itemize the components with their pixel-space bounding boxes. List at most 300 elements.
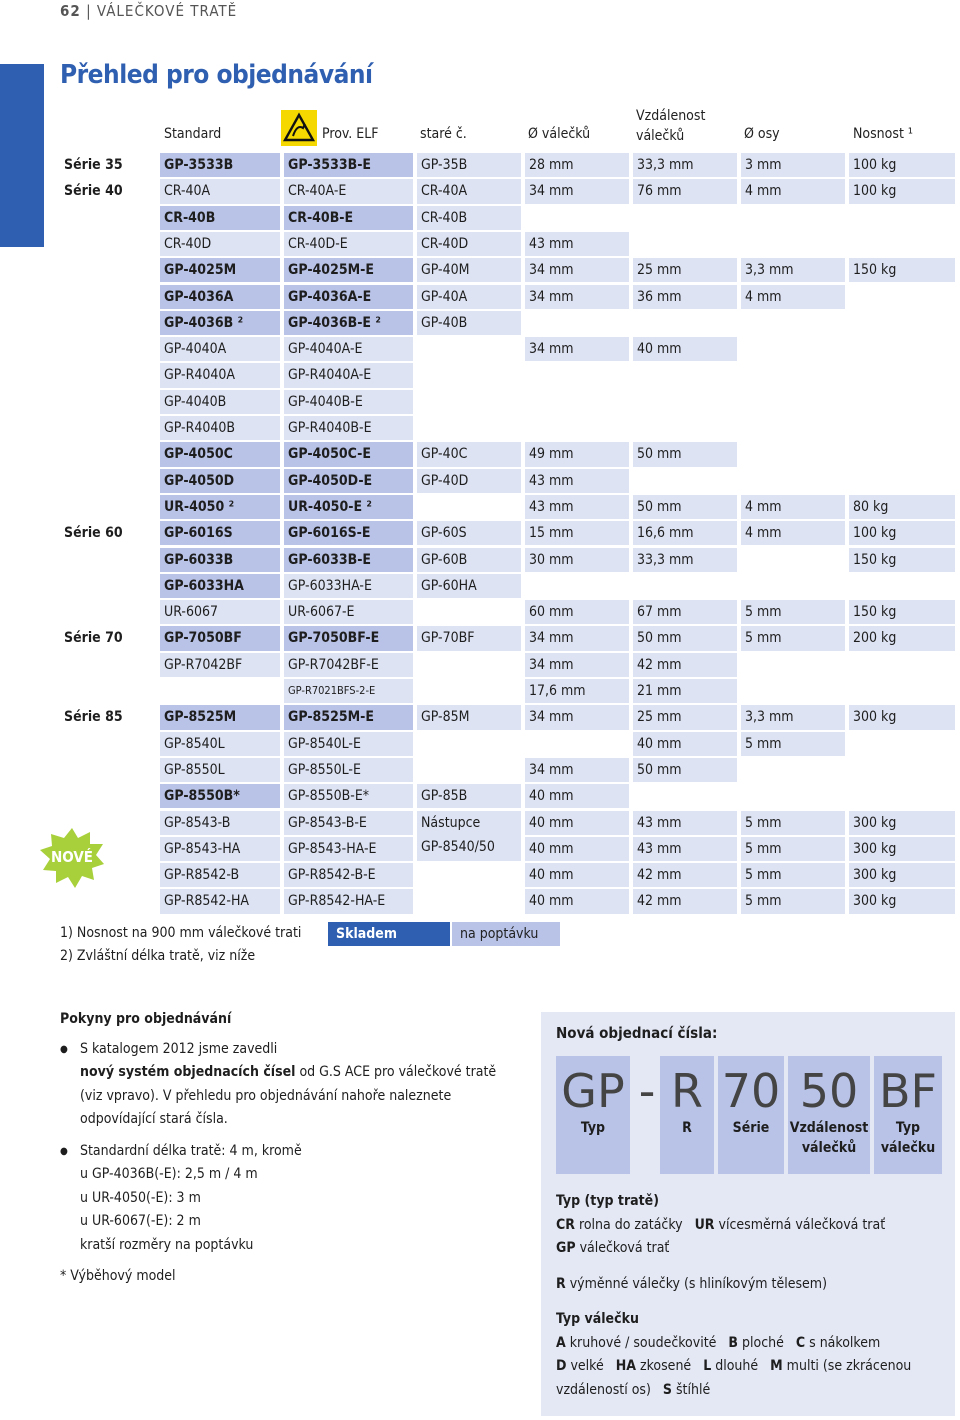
table-cell: 43 mm bbox=[633, 811, 737, 835]
table-cell: 4 mm bbox=[741, 495, 845, 519]
table-cell: UR-6067-E bbox=[284, 600, 413, 624]
series-label: Série 35 bbox=[64, 157, 123, 173]
table-cell bbox=[417, 679, 521, 703]
table-cell: 43 mm bbox=[633, 837, 737, 861]
table-cell: 43 mm bbox=[525, 495, 629, 519]
table-cell: 33,3 mm bbox=[633, 153, 737, 177]
table-row bbox=[60, 888, 955, 914]
table-cell: 50 mm bbox=[633, 626, 737, 650]
table-row bbox=[60, 494, 955, 520]
table-cell: GP-6016S bbox=[160, 521, 280, 545]
table-cell: GP-R8542-HA-E bbox=[284, 889, 413, 913]
table-cell: GP-4036A-E bbox=[284, 285, 413, 309]
table-cell bbox=[160, 679, 280, 703]
table-cell bbox=[633, 390, 737, 414]
table-row bbox=[60, 599, 955, 625]
series-label bbox=[60, 442, 156, 466]
table-cell bbox=[417, 758, 521, 782]
table-cell: 42 mm bbox=[633, 863, 737, 887]
table-cell: 34 mm bbox=[525, 758, 629, 782]
table-cell: 150 kg bbox=[849, 548, 955, 572]
table-cell bbox=[633, 363, 737, 387]
page-title: Přehled pro objednávání bbox=[60, 60, 373, 90]
bullet-2-line: ● Standardní délka tratě: 4 m, kromě bbox=[80, 1142, 302, 1159]
table-cell: 36 mm bbox=[633, 285, 737, 309]
table-cell: 5 mm bbox=[741, 837, 845, 861]
table-row bbox=[60, 468, 955, 494]
table-cell bbox=[417, 337, 521, 361]
table-cell: 40 mm bbox=[525, 837, 629, 861]
table-cell: GP-3533B bbox=[160, 153, 280, 177]
table-cell bbox=[633, 574, 737, 598]
value: kruhové / soudečkovité bbox=[565, 1334, 717, 1351]
table-row bbox=[60, 257, 955, 283]
code-caption: Vzdálenost válečků bbox=[789, 1120, 869, 1156]
table-cell: GP-40M bbox=[417, 258, 521, 282]
table-cell: 16,6 mm bbox=[633, 521, 737, 545]
accent-bar bbox=[0, 64, 44, 247]
table-cell: GP-85B bbox=[417, 784, 521, 808]
legend-request: na poptávku bbox=[452, 922, 560, 946]
series-label: Série 85 bbox=[64, 709, 123, 726]
table-cell: 76 mm bbox=[633, 179, 737, 203]
series-label bbox=[60, 232, 156, 256]
table-cell: GP-R4040B bbox=[160, 416, 280, 440]
code-box-series bbox=[718, 1056, 784, 1174]
table-cell: CR-40B-E bbox=[284, 206, 413, 230]
table-cell: CR-40D bbox=[417, 232, 521, 256]
table-cell: 34 mm bbox=[525, 337, 629, 361]
table-cell: GP-8550L-E bbox=[284, 758, 413, 782]
table-cell: 34 mm bbox=[525, 705, 629, 729]
series-label bbox=[60, 574, 156, 598]
table-cell: GP-R4040A bbox=[160, 363, 280, 387]
table-cell: GP-4025M-E bbox=[284, 258, 413, 282]
table-cell: CR-40D-E bbox=[284, 232, 413, 256]
table-cell: 40 mm bbox=[525, 863, 629, 887]
table-cell: 34 mm bbox=[525, 258, 629, 282]
table-cell bbox=[525, 363, 629, 387]
table-cell bbox=[525, 732, 629, 756]
r-line bbox=[556, 1273, 946, 1297]
table-cell bbox=[849, 390, 955, 414]
table-cell bbox=[417, 600, 521, 624]
table-cell: GP-8543-HA-E bbox=[284, 837, 413, 861]
table-cell: GP-35B bbox=[417, 153, 521, 177]
instruction-bullet-2 bbox=[60, 1140, 520, 1258]
code-box-roller bbox=[874, 1056, 942, 1174]
table-cell: GP-4040B bbox=[160, 390, 280, 414]
table-row bbox=[60, 678, 955, 704]
table-cell: 100 kg bbox=[849, 179, 955, 203]
table-cell-line: GP-8540/50 bbox=[421, 838, 495, 855]
table-cell: 49 mm bbox=[525, 442, 629, 466]
table-cell bbox=[849, 363, 955, 387]
table-row bbox=[60, 152, 955, 178]
bullet-2-line: u UR-4050(-E): 3 m bbox=[80, 1189, 201, 1206]
key: GP bbox=[556, 1240, 576, 1256]
code-caption: Typ válečku bbox=[880, 1120, 936, 1156]
header-capacity: Nosnost ¹ bbox=[853, 126, 913, 142]
table-row bbox=[60, 652, 955, 678]
table-cell: 50 mm bbox=[633, 758, 737, 782]
code-caption: R bbox=[682, 1120, 692, 1136]
table-cell: GP-7050BF-E bbox=[284, 626, 413, 650]
table-cell bbox=[849, 758, 955, 782]
table-cell: GP-8550B-E* bbox=[284, 784, 413, 808]
code-roller: BF bbox=[878, 1064, 938, 1118]
table-row bbox=[60, 731, 955, 757]
table-cell bbox=[417, 732, 521, 756]
bullet-2-line: kratší rozměry na poptávku bbox=[80, 1236, 254, 1253]
table-cell bbox=[741, 311, 845, 335]
table-cell: 34 mm bbox=[525, 626, 629, 650]
value: zkosené bbox=[636, 1358, 692, 1374]
table-row bbox=[60, 336, 955, 362]
table-cell: GP-6016S-E bbox=[284, 521, 413, 545]
table-cell: GP-4040B-E bbox=[284, 390, 413, 414]
table-cell: GP-8525M-E bbox=[284, 705, 413, 729]
table-cell bbox=[741, 653, 845, 677]
code-caption: Série bbox=[732, 1120, 770, 1136]
table-cell: GP-7050BF bbox=[160, 626, 280, 650]
table-cell: 43 mm bbox=[525, 469, 629, 493]
key: R bbox=[556, 1275, 566, 1292]
section-title: VÁLEČKOVÉ TRATĚ bbox=[96, 2, 238, 20]
table-cell: GP-8525M bbox=[160, 705, 280, 729]
series-label bbox=[60, 548, 156, 572]
table-cell: 25 mm bbox=[633, 258, 737, 282]
table-cell: GP-40C bbox=[417, 442, 521, 466]
footnote-1: 1) Nosnost na 900 mm válečkové trati bbox=[60, 925, 302, 941]
page-header bbox=[60, 0, 237, 20]
legend-stock: Skladem bbox=[328, 922, 450, 946]
table-cell: CR-40A bbox=[160, 179, 280, 203]
table-cell bbox=[741, 784, 845, 808]
table-cell bbox=[741, 390, 845, 414]
table-row bbox=[60, 178, 955, 204]
table-cell: GP-4036B-E ² bbox=[284, 311, 413, 335]
table-row bbox=[60, 704, 955, 730]
table-cell: 5 mm bbox=[741, 626, 845, 650]
table-cell bbox=[741, 469, 845, 493]
table-cell bbox=[849, 442, 955, 466]
table-cell bbox=[741, 363, 845, 387]
key: D bbox=[556, 1358, 567, 1374]
roller-line-1 bbox=[556, 1332, 946, 1356]
type-title: Typ (typ tratě) bbox=[556, 1193, 659, 1209]
table-row bbox=[60, 836, 955, 862]
table-cell: GP-8550B* bbox=[160, 784, 280, 808]
table-cell: GP-60B bbox=[417, 548, 521, 572]
table-cell bbox=[525, 311, 629, 335]
table-cell bbox=[849, 337, 955, 361]
table-cell: 3,3 mm bbox=[741, 258, 845, 282]
table-cell: GP-R7042BF-E bbox=[284, 653, 413, 677]
table-cell: 5 mm bbox=[741, 732, 845, 756]
table-cell: 43 mm bbox=[525, 232, 629, 256]
table-cell bbox=[741, 232, 845, 256]
footnote-2: 2) Zvláštní délka tratě, viz níže bbox=[60, 948, 256, 964]
code-explanation bbox=[556, 1190, 946, 1402]
table-cell bbox=[849, 311, 955, 335]
header-old: staré č. bbox=[420, 126, 467, 142]
table-cell: GP-6033HA-E bbox=[284, 574, 413, 598]
key: B bbox=[728, 1334, 739, 1351]
table-cell bbox=[417, 363, 521, 387]
table-cell bbox=[417, 889, 521, 913]
table-cell bbox=[417, 495, 521, 519]
series-label bbox=[60, 758, 156, 782]
table-cell: GP-R7042BF bbox=[160, 653, 280, 677]
table-row bbox=[60, 862, 955, 888]
series-label bbox=[60, 653, 156, 677]
table-cell: 5 mm bbox=[741, 889, 845, 913]
table-cell bbox=[525, 574, 629, 598]
series-label bbox=[60, 285, 156, 309]
table-cell bbox=[417, 416, 521, 440]
series-label bbox=[60, 258, 156, 282]
table-cell: 4 mm bbox=[741, 179, 845, 203]
table-cell: GP-8550L bbox=[160, 758, 280, 782]
table-row bbox=[60, 205, 955, 231]
value: ploché bbox=[738, 1334, 784, 1351]
ordering-instructions bbox=[60, 1008, 520, 1289]
code-type: GP bbox=[561, 1064, 625, 1118]
table-cell: 40 mm bbox=[525, 811, 629, 835]
value: výměnné válečky (s hliníkovým tělesem) bbox=[565, 1275, 827, 1292]
code-box-distance bbox=[788, 1056, 870, 1174]
table-row bbox=[60, 231, 955, 257]
code-box-dash bbox=[634, 1056, 660, 1174]
table-cell: 33,3 mm bbox=[633, 548, 737, 572]
table-cell: GP-4050D-E bbox=[284, 469, 413, 493]
table-cell: 100 kg bbox=[849, 153, 955, 177]
table-cell: 50 mm bbox=[633, 495, 737, 519]
table-cell: 28 mm bbox=[525, 153, 629, 177]
table-cell bbox=[849, 732, 955, 756]
table-cell: 15 mm bbox=[525, 521, 629, 545]
table-cell bbox=[849, 469, 955, 493]
new-badge bbox=[40, 828, 104, 888]
table-cell: GP-4036A bbox=[160, 285, 280, 309]
table-cell: GP-4050C bbox=[160, 442, 280, 466]
code-caption: Typ bbox=[580, 1120, 606, 1136]
table-cell: 40 mm bbox=[633, 732, 737, 756]
key: CR bbox=[556, 1216, 575, 1233]
table-cell bbox=[741, 758, 845, 782]
table-cell: 300 kg bbox=[849, 705, 955, 729]
table-row bbox=[60, 783, 955, 809]
table-cell: 100 kg bbox=[849, 521, 955, 545]
table-cell: GP-4025M bbox=[160, 258, 280, 282]
value: s nákolkem bbox=[805, 1334, 881, 1351]
table-cell: GP-4040A bbox=[160, 337, 280, 361]
series-label bbox=[60, 206, 156, 230]
table-cell bbox=[849, 285, 955, 309]
table-cell: 40 mm bbox=[525, 784, 629, 808]
table-cell: 3,3 mm bbox=[741, 705, 845, 729]
table-cell: 300 kg bbox=[849, 811, 955, 835]
header-esd: Prov. ELF bbox=[322, 126, 379, 142]
table-cell bbox=[633, 206, 737, 230]
table-cell bbox=[633, 784, 737, 808]
table-cell: GP-40B bbox=[417, 311, 521, 335]
table-cell bbox=[741, 416, 845, 440]
table-cell: UR-4050-E ² bbox=[284, 495, 413, 519]
instructions-heading: Pokyny pro objednávání bbox=[60, 1011, 232, 1027]
table-cell bbox=[633, 311, 737, 335]
table-row bbox=[60, 441, 955, 467]
table-cell bbox=[525, 416, 629, 440]
table-cell: 5 mm bbox=[741, 811, 845, 835]
table-cell: 42 mm bbox=[633, 889, 737, 913]
esd-warning-icon bbox=[281, 110, 317, 146]
value: vícesměrná válečková trať bbox=[714, 1216, 886, 1233]
table-cell: 300 kg bbox=[849, 889, 955, 913]
table-cell: 4 mm bbox=[741, 521, 845, 545]
key: S bbox=[662, 1381, 672, 1398]
table-cell: GP-60HA bbox=[417, 574, 521, 598]
table-row bbox=[60, 757, 955, 783]
series-label: Série 40 bbox=[64, 183, 123, 200]
table-cell: 34 mm bbox=[525, 179, 629, 203]
table-cell: 67 mm bbox=[633, 600, 737, 624]
table-cell bbox=[741, 206, 845, 230]
table-cell: 150 kg bbox=[849, 600, 955, 624]
series-label bbox=[60, 337, 156, 361]
table-cell: GP-60S bbox=[417, 521, 521, 545]
table-cell: 42 mm bbox=[633, 653, 737, 677]
table-cell: 200 kg bbox=[849, 626, 955, 650]
table-cell bbox=[417, 390, 521, 414]
table-cell: GP-4040A-E bbox=[284, 337, 413, 361]
table-cell: 17,6 mm bbox=[525, 679, 629, 703]
value: rolna do zatáčky bbox=[574, 1216, 683, 1233]
table-cell: 34 mm bbox=[525, 653, 629, 677]
table-cell bbox=[849, 574, 955, 598]
table-row bbox=[60, 520, 955, 546]
series-label bbox=[60, 889, 156, 913]
table-cell: UR-4050 ² bbox=[160, 495, 280, 519]
header-standard: Standard bbox=[164, 126, 222, 142]
series-label bbox=[60, 679, 156, 703]
table-cell bbox=[849, 784, 955, 808]
table-cell bbox=[741, 442, 845, 466]
table-cell: GP-3533B-E bbox=[284, 153, 413, 177]
series-label bbox=[60, 732, 156, 756]
table-cell bbox=[849, 679, 955, 703]
table-cell: 5 mm bbox=[741, 600, 845, 624]
table-row bbox=[60, 362, 955, 388]
discontinued-note: * Výběhový model bbox=[60, 1268, 176, 1284]
header-separator: | bbox=[86, 2, 97, 20]
header-diameter: Ø válečků bbox=[528, 126, 591, 142]
table-cell: 60 mm bbox=[525, 600, 629, 624]
table-cell bbox=[849, 653, 955, 677]
table-cell: GP-8540L bbox=[160, 732, 280, 756]
type-line-2 bbox=[556, 1237, 946, 1261]
roller-title: Typ válečku bbox=[556, 1311, 639, 1327]
code-r: R bbox=[671, 1064, 703, 1118]
table-row bbox=[60, 547, 955, 573]
series-label bbox=[60, 390, 156, 414]
table-cell bbox=[525, 390, 629, 414]
table-cell: GP-40A bbox=[417, 285, 521, 309]
table-cell: 40 mm bbox=[633, 337, 737, 361]
table-cell: GP-R7021BFS-2-E bbox=[284, 679, 413, 703]
value: štíhlé bbox=[671, 1381, 711, 1398]
series-label: Série 60 bbox=[64, 525, 123, 542]
table-cell: GP-8543-B-E bbox=[284, 811, 413, 835]
header-distance: Vzdálenost válečků bbox=[636, 108, 706, 144]
table-cell: 25 mm bbox=[633, 705, 737, 729]
table-cell bbox=[849, 206, 955, 230]
header-axle: Ø osy bbox=[744, 126, 780, 142]
table-cell: GP-4036B ² bbox=[160, 311, 280, 335]
table-cell: 300 kg bbox=[849, 837, 955, 861]
bullet-1-bold: nový systém objednacích čísel bbox=[80, 1064, 296, 1080]
table-cell: GP-8540L-E bbox=[284, 732, 413, 756]
table-row bbox=[60, 389, 955, 415]
table-cell: GP-R8542-B bbox=[160, 863, 280, 887]
table-cell-line: Nástupce bbox=[421, 814, 481, 831]
table-row bbox=[60, 310, 955, 336]
bullet-2-line: u UR-6067(-E): 2 m bbox=[80, 1213, 201, 1229]
table-cell: GP-4050C-E bbox=[284, 442, 413, 466]
code-box-r bbox=[660, 1056, 714, 1174]
table-cell bbox=[849, 416, 955, 440]
key: HA bbox=[615, 1358, 637, 1374]
new-badge-text: NOVÉ bbox=[50, 848, 94, 866]
table-cell: 21 mm bbox=[633, 679, 737, 703]
table-cell: CR-40D bbox=[160, 232, 280, 256]
bullet-1-rest: od G.S ACE pro válečkové tratě (viz vpravo). V přehledu pro objednávání nahoře naleznete odpovídající stará čísla. bbox=[80, 1064, 497, 1127]
table-cell: GP-6033B bbox=[160, 548, 280, 572]
code-series: 70 bbox=[721, 1064, 781, 1118]
table-cell: GP-R8542-B-E bbox=[284, 863, 413, 887]
table-cell: CR-40A bbox=[417, 179, 521, 203]
table-cell: 5 mm bbox=[741, 863, 845, 887]
value: multi (se zkrácenou vzdáleností os) bbox=[556, 1358, 912, 1398]
table-cell: 34 mm bbox=[525, 285, 629, 309]
table-cell: 30 mm bbox=[525, 548, 629, 572]
table-cell bbox=[741, 337, 845, 361]
footnotes bbox=[60, 922, 301, 968]
table-cell: 300 kg bbox=[849, 863, 955, 887]
table-cell: GP-6033B-E bbox=[284, 548, 413, 572]
table-cell: 4 mm bbox=[741, 285, 845, 309]
table-cell bbox=[633, 469, 737, 493]
table-cell bbox=[741, 548, 845, 572]
table-cell: 50 mm bbox=[633, 442, 737, 466]
table-cell bbox=[741, 679, 845, 703]
instruction-bullet-1 bbox=[60, 1038, 520, 1132]
table-cell: GP-40D bbox=[417, 469, 521, 493]
key: A bbox=[556, 1334, 566, 1351]
series-label bbox=[60, 784, 156, 808]
table-cell bbox=[417, 653, 521, 677]
table-cell: 80 kg bbox=[849, 495, 955, 519]
value: dlouhé bbox=[711, 1358, 759, 1374]
table-cell: 40 mm bbox=[525, 889, 629, 913]
table-cell: CR-40B bbox=[160, 206, 280, 230]
roller-line-2 bbox=[556, 1355, 946, 1402]
table-row bbox=[60, 573, 955, 599]
table-cell: UR-6067 bbox=[160, 600, 280, 624]
series-label bbox=[60, 469, 156, 493]
code-dash: - bbox=[638, 1064, 656, 1118]
